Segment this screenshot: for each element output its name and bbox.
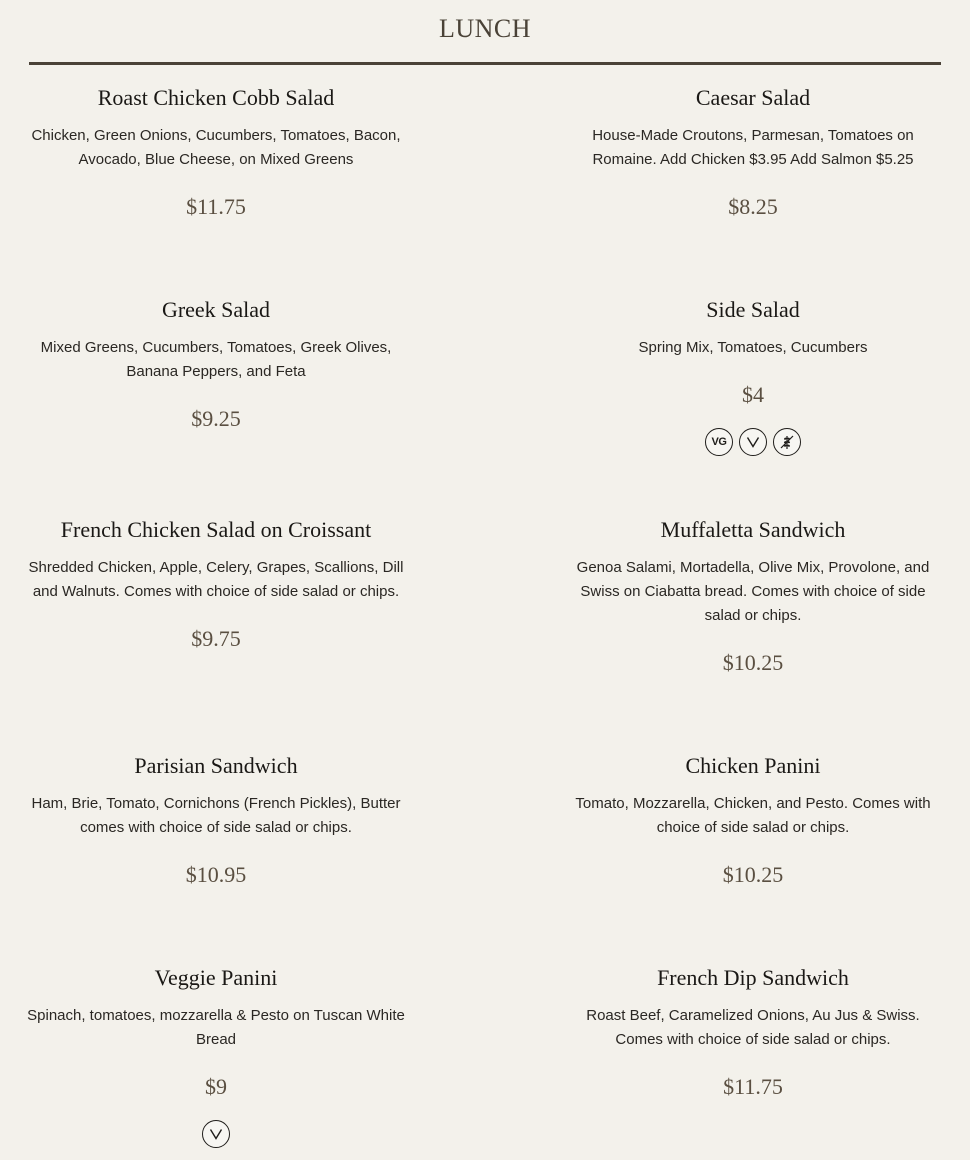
item-description: Spring Mix, Tomatoes, Cucumbers — [638, 339, 868, 356]
vegetarian-icon — [739, 428, 767, 456]
item-name: French Chicken Salad on Croissant — [60, 517, 372, 542]
item-name: Veggie Panini — [154, 965, 278, 990]
item-description: Ham, Brie, Tomato, Cornichons (French Pickles), Butter comes with choice of side salad or chips. — [31, 795, 401, 836]
item-price: $8.25 — [728, 194, 778, 219]
vegan-icon: VG — [705, 428, 733, 456]
item-description: Shredded Chicken, Apple, Celery, Grapes, Scallions, Dill and Walnuts. Comes with choice of side salad or chips. — [28, 559, 404, 600]
menu-item-french-dip-sandwich — [563, 963, 943, 1102]
menu-section-title: LUNCH — [438, 14, 532, 43]
menu-item-parisian-sandwich — [26, 751, 406, 890]
menu-item-roast-chicken-cobb-salad — [26, 83, 406, 222]
item-name: French Dip Sandwich — [657, 965, 849, 990]
menu-item-french-chicken-salad-on-croissant — [26, 515, 406, 654]
item-description: Tomato, Mozzarella, Chicken, and Pesto. Comes with choice of side salad or chips. — [575, 795, 931, 836]
item-description: Chicken, Green Onions, Cucumbers, Tomatoes, Bacon, Avocado, Blue Cheese, on Mixed Greens — [31, 127, 401, 168]
item-name: Side Salad — [706, 297, 800, 322]
menu-item-muffaletta-sandwich — [563, 515, 943, 678]
gluten-free-icon — [773, 428, 801, 456]
menu-item-side-salad — [563, 295, 943, 458]
item-price: $9.25 — [191, 406, 241, 431]
title-divider — [29, 62, 941, 65]
item-description: Roast Beef, Caramelized Onions, Au Jus & Swiss. Comes with choice of side salad or chips. — [586, 1007, 920, 1048]
item-price: $9.75 — [191, 626, 241, 651]
item-name: Parisian Sandwich — [134, 753, 298, 778]
item-name: Greek Salad — [161, 297, 271, 322]
item-name: Caesar Salad — [695, 85, 811, 110]
dietary-badges — [563, 428, 943, 458]
item-price: $10.25 — [722, 650, 784, 675]
vegetarian-icon — [202, 1120, 230, 1148]
menu-item-chicken-panini — [563, 751, 943, 890]
item-description: Mixed Greens, Cucumbers, Tomatoes, Greek Olives, Banana Peppers, and Feta — [40, 339, 392, 380]
item-price: $9 — [205, 1074, 227, 1099]
item-name: Muffaletta Sandwich — [660, 517, 846, 542]
item-description: Spinach, tomatoes, mozzarella & Pesto on Tuscan White Bread — [27, 1007, 405, 1048]
item-name: Roast Chicken Cobb Salad — [97, 85, 335, 110]
item-price: $4 — [742, 382, 764, 407]
item-price: $11.75 — [186, 194, 246, 219]
menu-item-caesar-salad — [563, 83, 943, 222]
item-price: $10.95 — [185, 862, 247, 887]
item-description: House-Made Croutons, Parmesan, Tomatoes on Romaine. Add Chicken $3.95 Add Salmon $5.25 — [592, 127, 914, 168]
menu-item-veggie-panini — [26, 963, 406, 1150]
item-description: Genoa Salami, Mortadella, Olive Mix, Provolone, and Swiss on Ciabatta bread. Comes with choice of side salad or chips. — [576, 559, 930, 624]
item-price: $10.25 — [722, 862, 784, 887]
item-name: Chicken Panini — [685, 753, 821, 778]
dietary-badges — [26, 1120, 406, 1150]
item-price: $11.75 — [723, 1074, 783, 1099]
menu-item-greek-salad — [26, 295, 406, 434]
